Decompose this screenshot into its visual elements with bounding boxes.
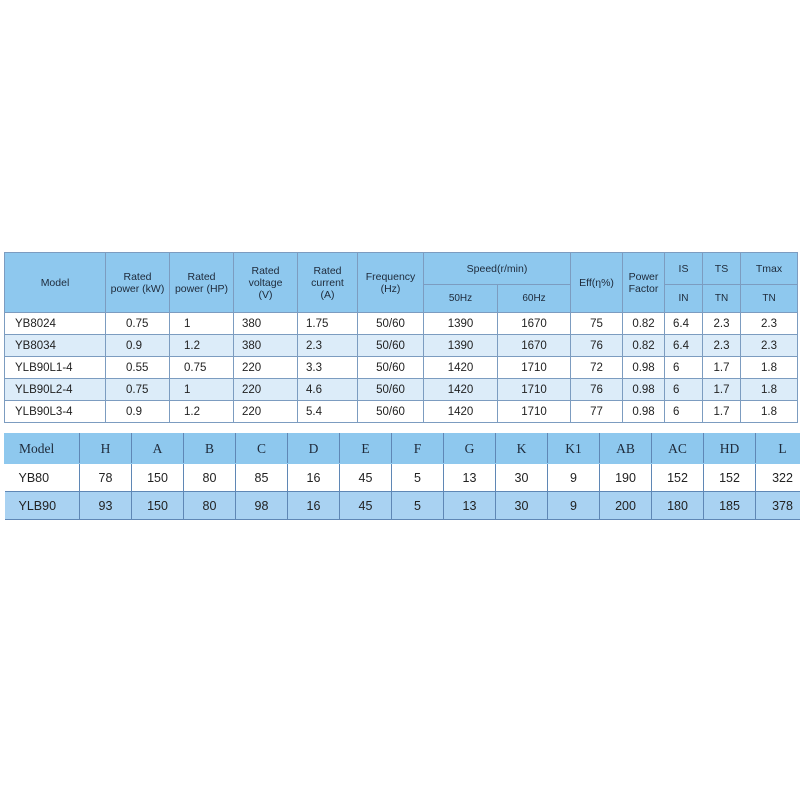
dim-cell-b: 80 [184,492,236,520]
cell-frequency: 50/60 [358,335,424,357]
cell-speed-50hz: 1390 [424,313,498,335]
cell-is-in: 6.4 [665,335,703,357]
cell-power-factor: 0.82 [623,335,665,357]
cell-ts-tn: 1.7 [703,379,741,401]
header-rated-current: Rated current (A) [298,253,358,313]
dim-header-k1: K1 [548,434,600,464]
header-power-factor: Power Factor [623,253,665,313]
cell-is-in: 6 [665,357,703,379]
cell-rated-power-kw: 0.75 [106,313,170,335]
dim-cell-ab: 200 [600,492,652,520]
cell-is-in: 6 [665,379,703,401]
dim-header-l: L [756,434,800,464]
dim-cell-l: 322 [756,464,800,492]
cell-rated-voltage: 220 [234,357,298,379]
cell-frequency: 50/60 [358,357,424,379]
spec-row [5,357,798,379]
cell-power-factor: 0.98 [623,379,665,401]
cell-rated-voltage: 380 [234,313,298,335]
cell-tmax-tn: 1.8 [741,401,798,423]
cell-ts-tn: 1.7 [703,401,741,423]
cell-model: YB8034 [5,335,106,357]
spec-row [5,379,798,401]
dim-cell-g: 13 [444,464,496,492]
dim-header-f: F [392,434,444,464]
header-rated-power-kw: Rated power (kW) [106,253,170,313]
cell-speed-50hz: 1420 [424,357,498,379]
dim-cell-b: 80 [184,464,236,492]
cell-eff: 76 [571,379,623,401]
cell-ts-tn: 1.7 [703,357,741,379]
cell-rated-power-hp: 0.75 [170,357,234,379]
dim-header-model: Model [5,434,80,464]
dim-cell-d: 16 [288,492,340,520]
cell-speed-60hz: 1670 [498,335,571,357]
dim-cell-c: 85 [236,464,288,492]
dim-cell-c: 98 [236,492,288,520]
cell-rated-power-hp: 1 [170,313,234,335]
header-frequency: Frequency (Hz) [358,253,424,313]
dim-header-a: A [132,434,184,464]
cell-tmax-tn: 1.8 [741,357,798,379]
dim-header-ac: AC [652,434,704,464]
cell-rated-current: 5.4 [298,401,358,423]
dim-cell-k: 30 [496,492,548,520]
spec-row [5,313,798,335]
header-rated-power-hp: Rated power (HP) [170,253,234,313]
dim-cell-d: 16 [288,464,340,492]
cell-rated-current: 4.6 [298,379,358,401]
dimension-table [4,433,800,520]
cell-speed-60hz: 1710 [498,357,571,379]
cell-rated-power-kw: 0.55 [106,357,170,379]
dim-cell-hd: 185 [704,492,756,520]
dim-cell-ac: 180 [652,492,704,520]
cell-speed-50hz: 1420 [424,379,498,401]
header-speed: Speed(r/min) [424,253,571,285]
cell-ts-tn: 2.3 [703,313,741,335]
dim-cell-hd: 152 [704,464,756,492]
cell-rated-power-hp: 1.2 [170,335,234,357]
cell-is-in: 6 [665,401,703,423]
cell-tmax-tn: 1.8 [741,379,798,401]
header-in: IN [665,285,703,313]
cell-speed-50hz: 1420 [424,401,498,423]
dim-cell-k1: 9 [548,492,600,520]
cell-rated-current: 3.3 [298,357,358,379]
cell-eff: 76 [571,335,623,357]
dim-header-d: D [288,434,340,464]
dim-cell-f: 5 [392,464,444,492]
dim-header-c: C [236,434,288,464]
cell-power-factor: 0.98 [623,357,665,379]
dim-cell-a: 150 [132,492,184,520]
cell-speed-60hz: 1670 [498,313,571,335]
header-ts: TS [703,253,741,285]
dim-header-e: E [340,434,392,464]
dim-cell-h: 93 [80,492,132,520]
cell-frequency: 50/60 [358,313,424,335]
cell-tmax-tn: 2.3 [741,335,798,357]
cell-frequency: 50/60 [358,379,424,401]
header-speed-60hz: 60Hz [498,285,571,313]
cell-eff: 72 [571,357,623,379]
dim-row [5,492,800,520]
dim-cell-ac: 152 [652,464,704,492]
cell-rated-power-hp: 1 [170,379,234,401]
cell-eff: 75 [571,313,623,335]
dim-cell-a: 150 [132,464,184,492]
dim-cell-k: 30 [496,464,548,492]
header-tn-ts: TN [703,285,741,313]
header-tn-tmax: TN [741,285,798,313]
dim-header-b: B [184,434,236,464]
dim-header-g: G [444,434,496,464]
header-tmax: Tmax [741,253,798,285]
cell-model: YLB90L2-4 [5,379,106,401]
cell-rated-current: 2.3 [298,335,358,357]
cell-rated-power-kw: 0.9 [106,335,170,357]
dim-cell-model: YLB90 [5,492,80,520]
dim-cell-ab: 190 [600,464,652,492]
cell-rated-voltage: 220 [234,401,298,423]
dim-cell-l: 378 [756,492,800,520]
dim-cell-h: 78 [80,464,132,492]
dim-cell-f: 5 [392,492,444,520]
dim-cell-model: YB80 [5,464,80,492]
dim-cell-e: 45 [340,492,392,520]
dim-header-k: K [496,434,548,464]
header-is: IS [665,253,703,285]
cell-rated-voltage: 220 [234,379,298,401]
cell-speed-60hz: 1710 [498,401,571,423]
spec-row [5,335,798,357]
cell-frequency: 50/60 [358,401,424,423]
dim-header-hd: HD [704,434,756,464]
header-model: Model [5,253,106,313]
cell-rated-voltage: 380 [234,335,298,357]
cell-rated-current: 1.75 [298,313,358,335]
cell-rated-power-hp: 1.2 [170,401,234,423]
cell-speed-60hz: 1710 [498,379,571,401]
header-speed-50hz: 50Hz [424,285,498,313]
cell-power-factor: 0.98 [623,401,665,423]
dim-cell-k1: 9 [548,464,600,492]
cell-model: YLB90L3-4 [5,401,106,423]
cell-is-in: 6.4 [665,313,703,335]
dim-cell-e: 45 [340,464,392,492]
cell-speed-50hz: 1390 [424,335,498,357]
cell-model: YLB90L1-4 [5,357,106,379]
dim-row [5,464,800,492]
cell-rated-power-kw: 0.9 [106,401,170,423]
dim-header-h: H [80,434,132,464]
header-eff: Eff(η%) [571,253,623,313]
spec-row [5,401,798,423]
cell-tmax-tn: 2.3 [741,313,798,335]
cell-eff: 77 [571,401,623,423]
dim-header-ab: AB [600,434,652,464]
motor-spec-table [4,252,798,423]
cell-ts-tn: 2.3 [703,335,741,357]
cell-rated-power-kw: 0.75 [106,379,170,401]
dim-cell-g: 13 [444,492,496,520]
cell-model: YB8024 [5,313,106,335]
header-rated-voltage: Rated voltage (V) [234,253,298,313]
cell-power-factor: 0.82 [623,313,665,335]
